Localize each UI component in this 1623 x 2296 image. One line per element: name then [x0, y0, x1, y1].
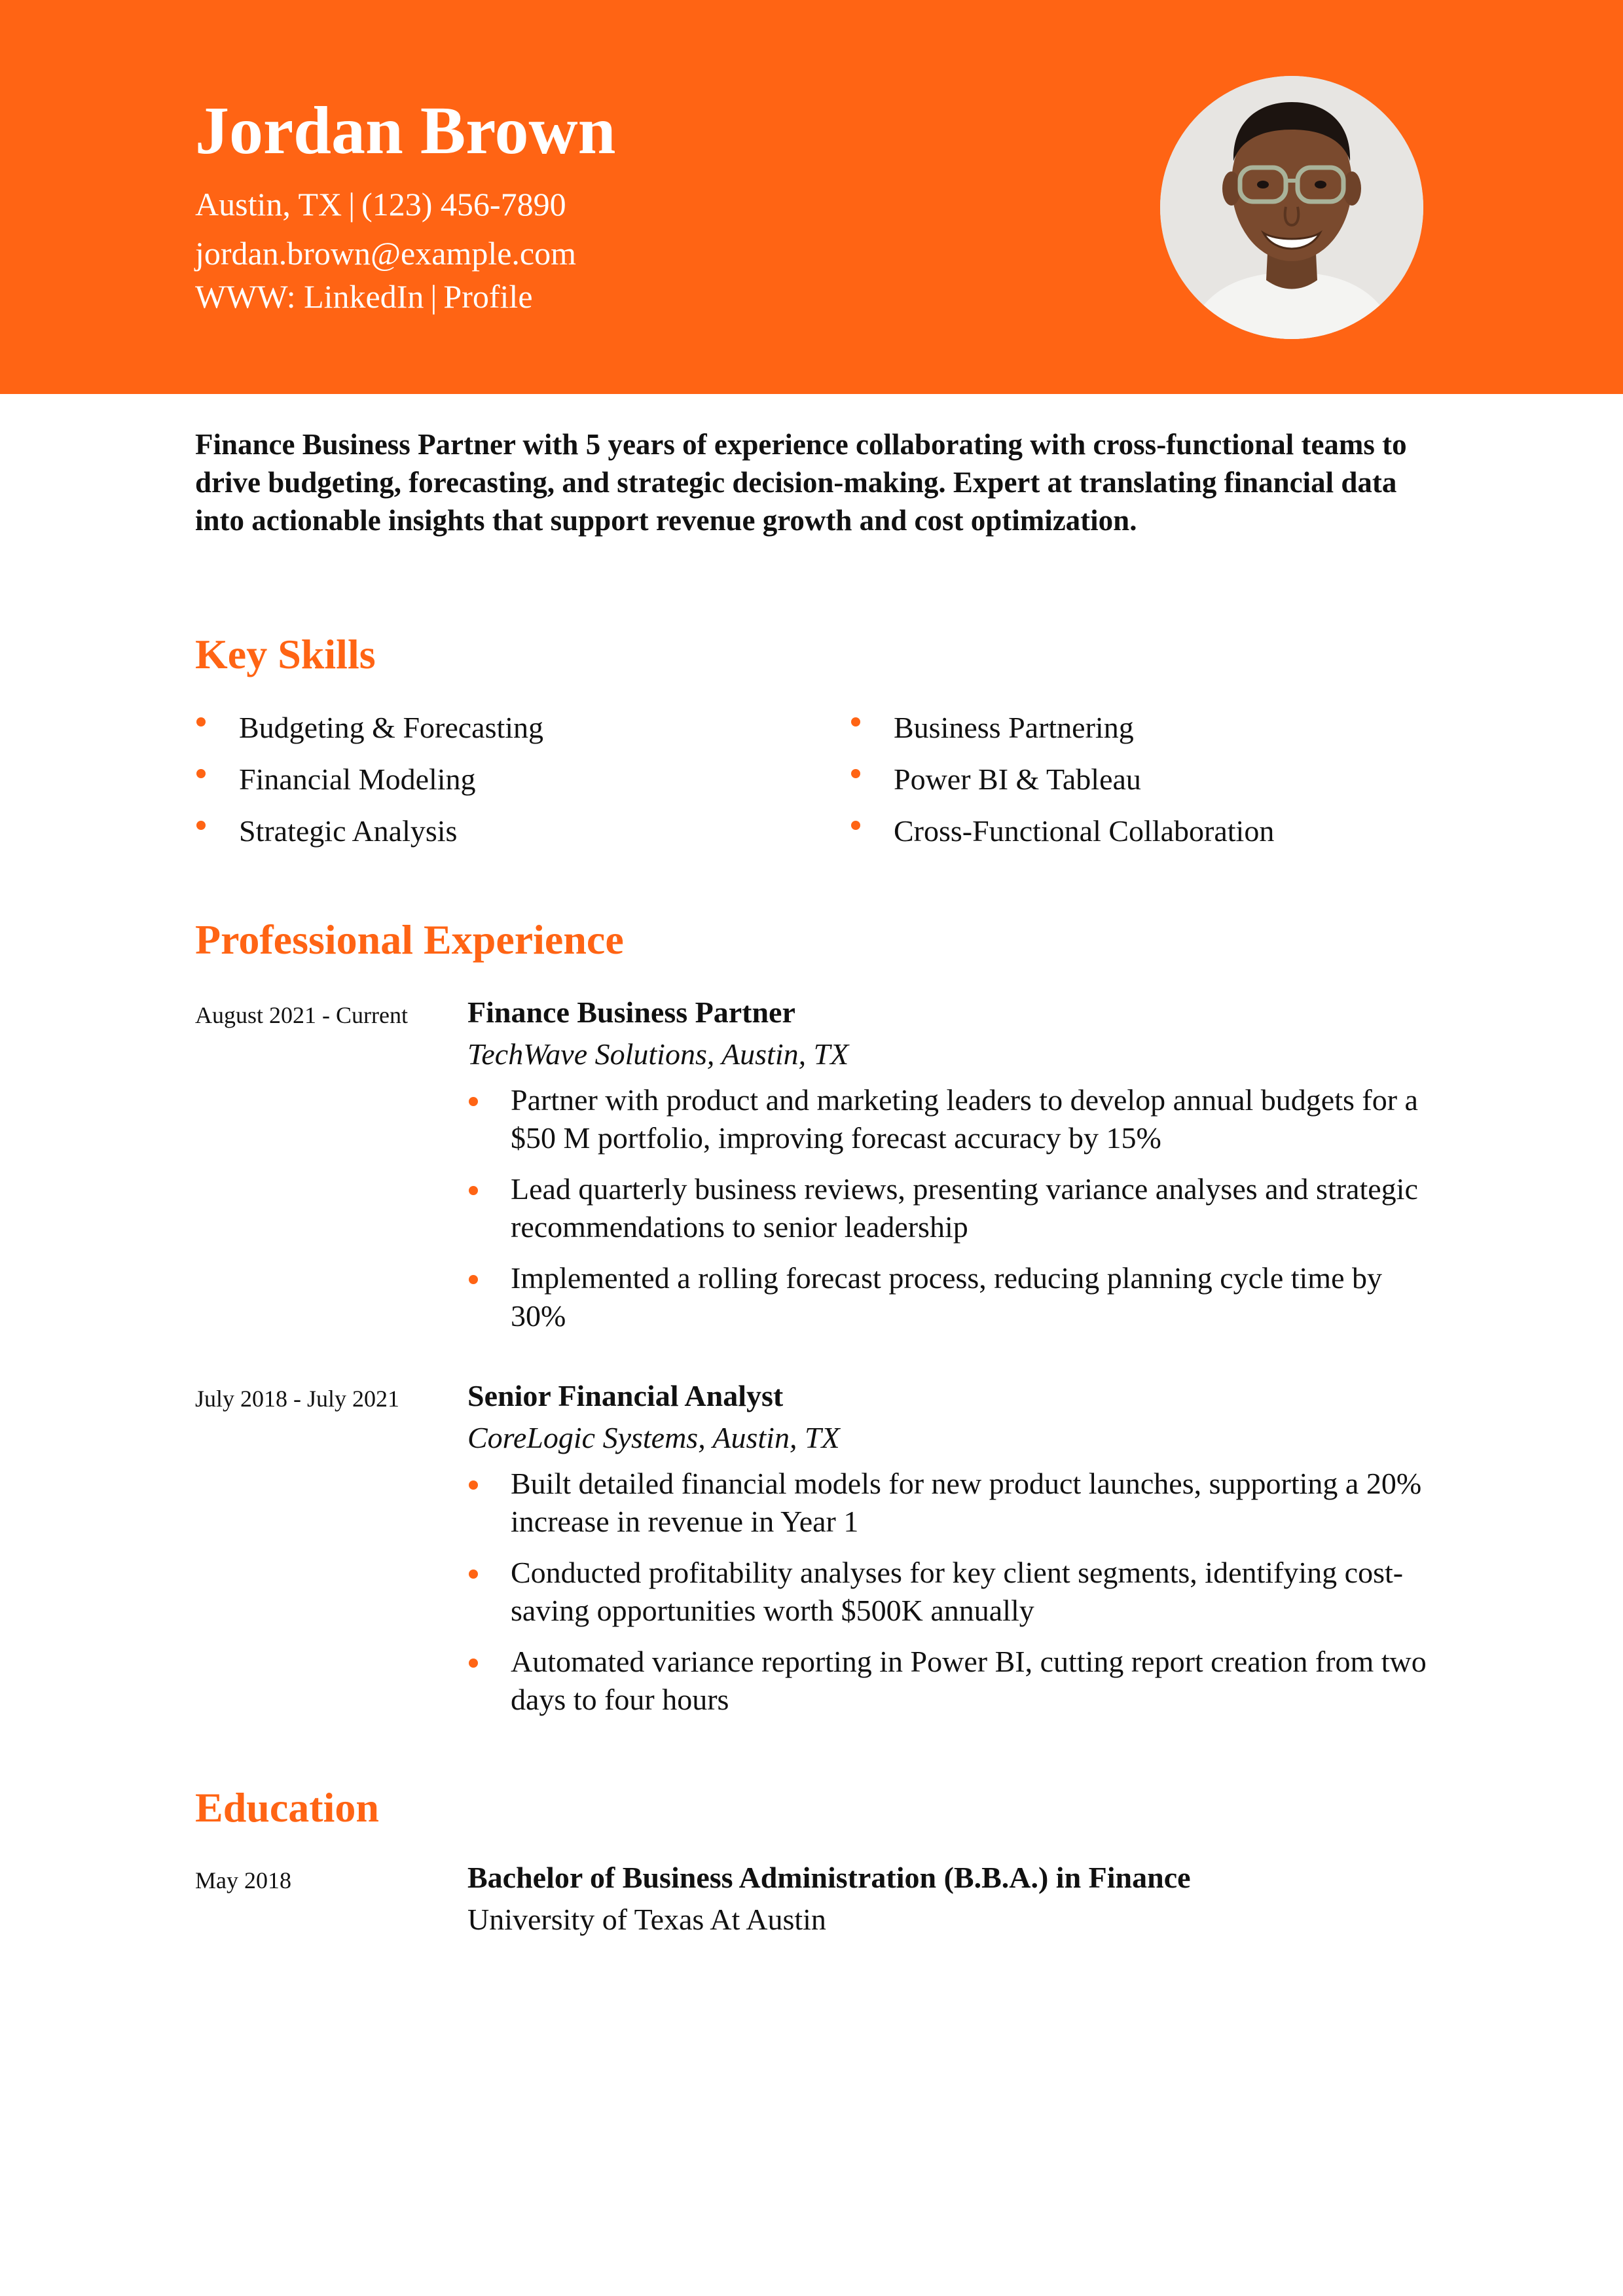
bullet-dot-icon [469, 1659, 478, 1668]
candidate-name: Jordan Brown [195, 93, 616, 168]
skill-item: Power BI & Tableau [850, 759, 1274, 810]
skills-heading: Key Skills [195, 631, 376, 677]
email-link[interactable]: jordan.brown@example.com [195, 235, 576, 272]
graduation-date: May 2018 [195, 1867, 291, 1893]
company-location: CoreLogic Systems, Austin, TX [467, 1421, 840, 1454]
education-heading: Education [195, 1784, 379, 1831]
job-bullets [467, 1081, 1427, 1335]
skill-item: Strategic Analysis [195, 810, 543, 862]
resume-header [0, 0, 1623, 394]
job-bullet: Conducted profitability analyses for key client segments, identifying cost-saving opportunities worth $500K annually [467, 1554, 1427, 1630]
job-title: Senior Financial Analyst [467, 1379, 784, 1412]
degree: Bachelor of Business Administration (B.B.A.) in Finance [467, 1861, 1191, 1894]
skills-list-right [850, 707, 1274, 862]
skill-item: Budgeting & Forecasting [195, 707, 543, 759]
school-name: University of Texas At Austin [467, 1903, 826, 1936]
job-bullets [467, 1465, 1427, 1719]
job-bullet: Partner with product and marketing leaders to develop annual budgets for a $50 M portfolio, improving forecast accuracy by 15% [467, 1081, 1427, 1157]
location: Austin, TX [195, 186, 342, 223]
phone-number: (123) 456-7890 [361, 186, 566, 223]
bullet-dot-icon [469, 1570, 478, 1579]
bullet-dot-icon [196, 821, 206, 830]
bullet-dot-icon [851, 717, 860, 726]
www-label: WWW: [195, 278, 296, 315]
professional-summary: Finance Business Partner with 5 years of experience collaborating with cross-functional teams to drive budgeting, forecasting, and strategic decision-making. Expert at translating financial data into actionable insights that support revenue growth and cost optimization. [195, 428, 1407, 537]
job-details [467, 992, 1427, 1348]
separator: | [430, 278, 437, 315]
job-details [467, 1376, 1427, 1732]
skills-list-left [195, 707, 543, 862]
linkedin-link[interactable]: LinkedIn [304, 278, 424, 315]
web-links-line [195, 280, 533, 313]
skill-item: Financial Modeling [195, 759, 543, 810]
skill-item: Business Partnering [850, 707, 1274, 759]
location-phone-line [195, 188, 566, 221]
bullet-dot-icon [469, 1275, 478, 1284]
company-location: TechWave Solutions, Austin, TX [467, 1037, 849, 1071]
education-details [467, 1857, 1427, 1941]
job-bullet: Implemented a rolling forecast process, reducing planning cycle time by 30% [467, 1259, 1427, 1335]
job-bullet: Automated variance reporting in Power BI, cutting report creation from two days to four hours [467, 1643, 1427, 1719]
bullet-dot-icon [469, 1480, 478, 1490]
profile-link[interactable]: Profile [443, 278, 533, 315]
email-line [195, 237, 576, 270]
bullet-dot-icon [196, 717, 206, 726]
separator: | [348, 186, 356, 223]
bullet-dot-icon [469, 1186, 478, 1195]
bullet-dot-icon [851, 769, 860, 778]
bullet-dot-icon [469, 1097, 478, 1106]
job-dates: July 2018 - July 2021 [195, 1386, 400, 1412]
bullet-dot-icon [851, 821, 860, 830]
job-bullet: Lead quarterly business reviews, presenting variance analyses and strategic recommendations to senior leadership [467, 1170, 1427, 1246]
portrait-image [1160, 76, 1423, 339]
job-title: Finance Business Partner [467, 996, 795, 1029]
job-bullet: Built detailed financial models for new product launches, supporting a 20% increase in revenue in Year 1 [467, 1465, 1427, 1541]
bullet-dot-icon [196, 769, 206, 778]
job-dates: August 2021 - Current [195, 1002, 408, 1028]
profile-photo [1160, 76, 1423, 339]
skill-item: Cross-Functional Collaboration [850, 810, 1274, 862]
experience-heading: Professional Experience [195, 916, 624, 963]
